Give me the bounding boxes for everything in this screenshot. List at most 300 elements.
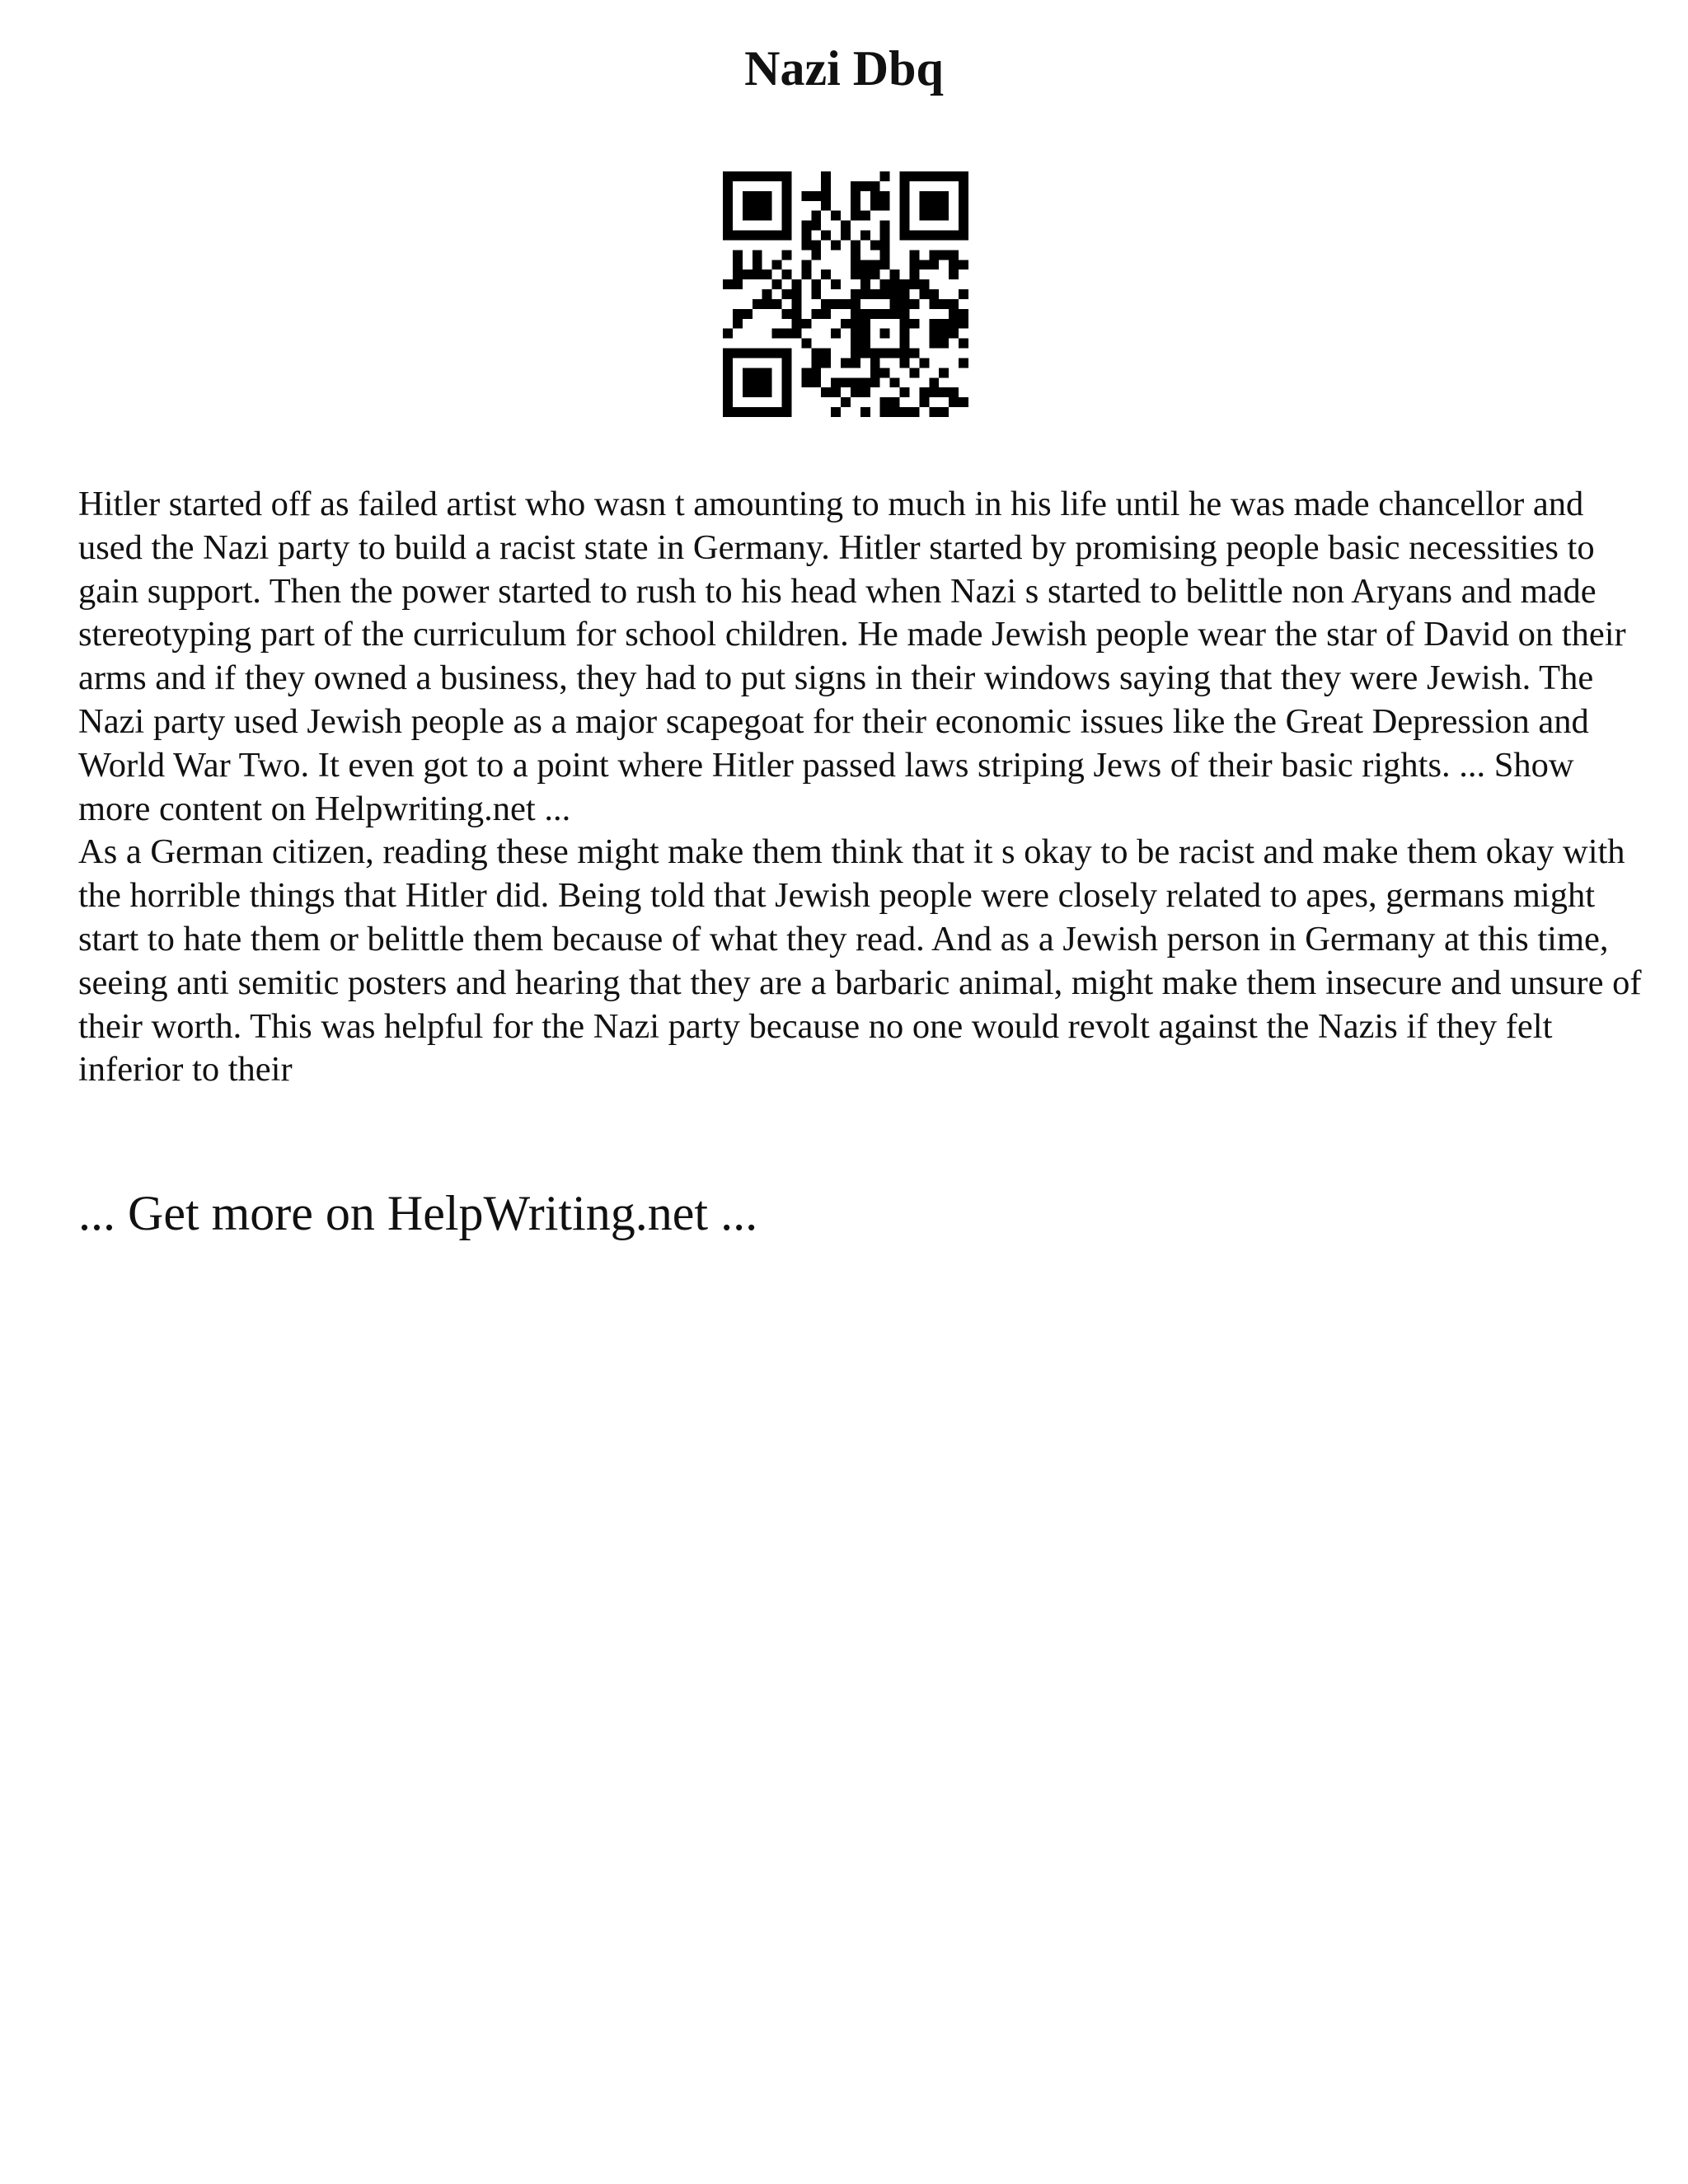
qr-module <box>939 329 949 339</box>
qr-module <box>801 339 811 349</box>
qr-module <box>782 289 792 299</box>
qr-module <box>753 171 762 181</box>
qr-module <box>870 358 880 368</box>
qr-module <box>831 387 841 397</box>
qr-module <box>919 358 929 368</box>
qr-module <box>939 191 949 201</box>
qr-module <box>949 319 959 329</box>
qr-module <box>959 339 968 349</box>
qr-module <box>860 211 870 221</box>
paragraph: As a German citizen, reading these might make them think that it s okay to be racist and make them okay with the horrible things that Hitler did. Being told that Jewish people were closely related to apes, germans might start to hate them or belittle them because of what they read. And as a Jewish person in Germany at this time, seeing anti semitic posters and hearing that they are a barbaric animal, might make them insecure and unsure of their worth. This was helpful for the Nazi party because no one would revolt against the Nazis if they felt inferior to their <box>78 832 1642 1090</box>
qr-module <box>762 299 772 309</box>
page-title: Nazi Dbq <box>744 41 944 96</box>
qr-module <box>919 231 929 241</box>
qr-module <box>909 250 919 260</box>
qr-module <box>860 260 870 269</box>
qr-module <box>743 211 753 221</box>
qr-module <box>782 407 792 417</box>
qr-module <box>723 211 733 221</box>
qr-module <box>841 299 851 309</box>
qr-module <box>900 309 910 319</box>
qr-module <box>753 211 762 221</box>
qr-module <box>753 407 762 417</box>
qr-module <box>870 289 880 299</box>
qr-module <box>929 289 939 299</box>
qr-module <box>900 221 910 231</box>
qr-module <box>909 319 919 329</box>
qr-module <box>762 368 772 377</box>
qr-module <box>782 309 792 319</box>
qr-module <box>851 181 860 191</box>
qr-module <box>723 279 733 289</box>
qr-module <box>723 329 733 339</box>
qr-module <box>841 319 851 329</box>
qr-module <box>782 201 792 211</box>
qr-module <box>791 329 801 339</box>
qr-module <box>900 407 910 417</box>
qr-module <box>811 211 821 221</box>
qr-module <box>959 221 968 231</box>
qr-module <box>733 269 743 279</box>
qr-module <box>890 377 900 387</box>
qr-module <box>870 201 880 211</box>
qr-module <box>851 339 860 349</box>
qr-module <box>949 387 959 397</box>
qr-module <box>900 339 910 349</box>
qr-module <box>811 191 821 201</box>
qr-module <box>929 201 939 211</box>
qr-module <box>743 269 753 279</box>
qr-module <box>723 221 733 231</box>
qr-module <box>851 211 860 221</box>
qr-module <box>782 387 792 397</box>
qr-module <box>821 299 831 309</box>
qr-module <box>782 368 792 377</box>
qr-module <box>753 250 762 260</box>
qr-module <box>851 201 860 211</box>
qr-module <box>811 289 821 299</box>
qr-module <box>733 309 743 319</box>
qr-module <box>860 289 870 299</box>
qr-module <box>821 309 831 319</box>
qr-module <box>949 309 959 319</box>
qr-module <box>772 171 782 181</box>
qr-module <box>791 309 801 319</box>
qr-module <box>870 181 880 191</box>
qr-module <box>811 250 821 260</box>
qr-module <box>791 319 801 329</box>
qr-module <box>772 260 782 269</box>
qr-module <box>762 211 772 221</box>
qr-module <box>791 289 801 299</box>
qr-module <box>909 171 919 181</box>
qr-module <box>762 377 772 387</box>
qr-module <box>811 240 821 250</box>
qr-module <box>860 269 870 279</box>
qr-module <box>880 349 890 359</box>
qr-module <box>762 191 772 201</box>
qr-module <box>909 368 919 377</box>
qr-module <box>841 358 851 368</box>
qr-module <box>782 397 792 407</box>
qr-module <box>860 279 870 289</box>
qr-module <box>939 250 949 260</box>
qr-module <box>900 349 910 359</box>
qr-module <box>900 358 910 368</box>
qr-module <box>939 387 949 397</box>
qr-module <box>851 377 860 387</box>
qr-module <box>811 221 821 231</box>
qr-module <box>890 279 900 289</box>
qr-module <box>831 299 841 309</box>
qr-module <box>762 201 772 211</box>
qr-module <box>900 171 910 181</box>
qr-module <box>890 269 900 279</box>
qr-module <box>900 201 910 211</box>
qr-module <box>919 201 929 211</box>
qr-module <box>890 289 900 299</box>
qr-module <box>782 358 792 368</box>
qr-module <box>860 377 870 387</box>
qr-module <box>753 349 762 359</box>
qr-module <box>860 407 870 417</box>
qr-module <box>753 377 762 387</box>
qr-module <box>723 407 733 417</box>
qr-module <box>821 201 831 211</box>
qr-module <box>772 231 782 241</box>
qr-module <box>919 289 929 299</box>
qr-module <box>880 279 890 289</box>
qr-module <box>929 407 939 417</box>
qr-module <box>870 260 880 269</box>
qr-module <box>782 329 792 339</box>
qr-module <box>939 231 949 241</box>
qr-module <box>723 171 733 181</box>
qr-module <box>929 329 939 339</box>
qr-module <box>851 349 860 359</box>
qr-module <box>929 250 939 260</box>
qr-module <box>753 387 762 397</box>
qr-module <box>723 349 733 359</box>
qr-module <box>860 319 870 329</box>
qr-module <box>733 279 743 289</box>
qr-module <box>723 201 733 211</box>
qr-module <box>801 319 811 329</box>
qr-module <box>870 368 880 377</box>
qr-code <box>723 171 968 417</box>
qr-module <box>900 279 910 289</box>
qr-module <box>831 279 841 289</box>
qr-module <box>900 191 910 201</box>
qr-module <box>782 377 792 387</box>
qr-module <box>851 387 860 397</box>
qr-module <box>733 349 743 359</box>
qr-module <box>811 349 821 359</box>
qr-module <box>723 231 733 241</box>
qr-module <box>772 279 782 289</box>
qr-module <box>753 269 762 279</box>
qr-module <box>900 329 910 339</box>
qr-module <box>929 339 939 349</box>
qr-module <box>860 309 870 319</box>
qr-module <box>733 250 743 260</box>
qr-module <box>949 260 959 269</box>
qr-module <box>733 171 743 181</box>
qr-module <box>841 377 851 387</box>
qr-module <box>723 191 733 201</box>
qr-module <box>831 407 841 417</box>
qr-module <box>939 319 949 329</box>
qr-module <box>959 191 968 201</box>
qr-module <box>831 377 841 387</box>
qr-module <box>743 387 753 397</box>
qr-module <box>772 349 782 359</box>
qr-module <box>753 201 762 211</box>
qr-module <box>880 368 890 377</box>
qr-module <box>949 329 959 339</box>
qr-module <box>939 299 949 309</box>
qr-module <box>880 201 890 211</box>
qr-module <box>919 211 929 221</box>
qr-code-graphic <box>723 171 968 417</box>
qr-module <box>939 171 949 181</box>
qr-module <box>909 299 919 309</box>
qr-module <box>851 319 860 329</box>
qr-module <box>782 231 792 241</box>
qr-module <box>880 260 890 269</box>
qr-module <box>753 191 762 201</box>
qr-module <box>860 329 870 339</box>
qr-module <box>929 191 939 201</box>
qr-module <box>880 407 890 417</box>
qr-module <box>890 299 900 309</box>
qr-module <box>841 221 851 231</box>
qr-module <box>801 269 811 279</box>
qr-module <box>959 211 968 221</box>
qr-module <box>811 309 821 319</box>
qr-module <box>959 231 968 241</box>
qr-module <box>782 269 792 279</box>
qr-module <box>801 368 811 377</box>
qr-module <box>782 211 792 221</box>
qr-module <box>909 260 919 269</box>
qr-module <box>851 191 860 201</box>
qr-module <box>733 319 743 329</box>
qr-module <box>772 329 782 339</box>
qr-module <box>860 181 870 191</box>
qr-module <box>831 329 841 339</box>
qr-module <box>929 387 939 397</box>
qr-module <box>801 191 811 201</box>
qr-module <box>900 231 910 241</box>
qr-module <box>919 387 929 397</box>
qr-module <box>949 171 959 181</box>
qr-module <box>743 191 753 201</box>
qr-module <box>909 269 919 279</box>
paragraph: Hitler started off as failed artist who wasn t amounting to much in his life until he was made chancellor and used the Nazi party to build a racist state in Germany. Hitler started by promising people basic necessities to gain support. Then the power started to rush to his head when Nazi s started to belittle non Aryans and made stereotyping part of the curriculum for school children. He made Jewish people wear the star of David on their arms and if they owned a business, they had to put signs in their windows saying that they were Jewish. The Nazi party used Jewish people as a major scapegoat for their economic issues like the Great Depression and World War Two. It even got to a point where Hitler passed laws striping Jews of their basic rights. ... Show more content on Helpwriting.net ... <box>78 485 1626 828</box>
qr-module <box>909 231 919 241</box>
qr-module <box>870 191 880 201</box>
qr-module <box>801 221 811 231</box>
qr-module <box>900 299 910 309</box>
qr-module <box>939 201 949 211</box>
qr-module <box>831 240 841 250</box>
qr-module <box>870 309 880 319</box>
qr-module <box>782 221 792 231</box>
qr-module <box>860 387 870 397</box>
qr-module <box>791 299 801 309</box>
qr-module <box>919 279 929 289</box>
qr-module <box>762 269 772 279</box>
qr-module <box>762 171 772 181</box>
qr-module <box>791 279 801 289</box>
qr-module <box>801 260 811 269</box>
qr-module <box>753 231 762 241</box>
qr-module <box>959 358 968 368</box>
qr-module <box>900 181 910 191</box>
qr-module <box>870 269 880 279</box>
qr-module <box>959 181 968 191</box>
qr-module <box>733 407 743 417</box>
qr-module <box>821 349 831 359</box>
qr-module <box>821 387 831 397</box>
qr-module <box>939 339 949 349</box>
qr-module <box>919 260 929 269</box>
qr-module <box>870 349 880 359</box>
qr-module <box>890 397 900 407</box>
qr-module <box>723 181 733 191</box>
qr-module <box>909 407 919 417</box>
qr-module <box>900 289 910 299</box>
qr-module <box>860 339 870 349</box>
qr-module <box>959 309 968 319</box>
qr-module <box>743 201 753 211</box>
qr-module <box>851 269 860 279</box>
qr-module <box>929 171 939 181</box>
qr-module <box>860 349 870 359</box>
qr-module <box>909 279 919 289</box>
qr-module <box>821 269 831 279</box>
qr-module <box>723 358 733 368</box>
qr-module <box>723 397 733 407</box>
qr-module <box>880 240 890 250</box>
qr-module <box>880 171 890 181</box>
qr-module <box>782 171 792 181</box>
qr-module <box>811 377 821 387</box>
qr-module <box>851 289 860 299</box>
qr-module <box>762 289 772 299</box>
qr-module <box>880 329 890 339</box>
qr-module <box>880 221 890 231</box>
qr-module <box>733 260 743 269</box>
qr-module <box>821 358 831 368</box>
qr-module <box>841 231 851 241</box>
qr-module <box>880 289 890 299</box>
qr-module <box>959 171 968 181</box>
qr-module <box>949 299 959 309</box>
qr-module <box>880 309 890 319</box>
qr-module <box>939 368 949 377</box>
qr-module <box>851 260 860 269</box>
qr-module <box>959 260 968 269</box>
qr-module <box>929 377 939 387</box>
qr-module <box>743 309 753 319</box>
qr-module <box>753 368 762 377</box>
qr-module <box>743 231 753 241</box>
qr-module <box>880 231 890 241</box>
qr-module <box>890 309 900 319</box>
qr-module <box>949 397 959 407</box>
qr-module <box>782 191 792 201</box>
qr-module <box>753 299 762 309</box>
qr-module <box>782 250 792 260</box>
article-body <box>78 483 1644 1092</box>
qr-module <box>851 240 860 250</box>
qr-module <box>870 240 880 250</box>
qr-module <box>900 387 910 397</box>
get-more-link[interactable]: ... Get more on HelpWriting.net ... <box>78 1186 758 1240</box>
qr-module <box>831 211 841 221</box>
qr-module <box>723 368 733 377</box>
qr-module <box>929 260 939 269</box>
qr-module <box>851 299 860 309</box>
qr-module <box>821 181 831 191</box>
qr-module <box>929 211 939 221</box>
qr-module <box>959 319 968 329</box>
qr-module <box>811 358 821 368</box>
qr-module <box>723 377 733 387</box>
qr-module <box>929 231 939 241</box>
qr-module <box>811 368 821 377</box>
qr-module <box>939 211 949 221</box>
qr-module <box>919 397 929 407</box>
qr-module <box>860 231 870 241</box>
qr-module <box>949 269 959 279</box>
qr-module <box>900 211 910 221</box>
qr-module <box>890 349 900 359</box>
qr-module <box>949 231 959 241</box>
qr-module <box>880 191 890 201</box>
qr-module <box>919 171 929 181</box>
qr-module <box>959 289 968 299</box>
qr-module <box>949 250 959 260</box>
qr-module <box>870 377 880 387</box>
qr-module <box>851 358 860 368</box>
qr-module <box>762 231 772 241</box>
qr-module <box>743 171 753 181</box>
qr-module <box>841 397 851 407</box>
qr-module <box>929 319 939 329</box>
qr-module <box>939 407 949 417</box>
qr-module <box>959 201 968 211</box>
qr-module <box>959 397 968 407</box>
qr-module <box>851 329 860 339</box>
qr-module <box>743 349 753 359</box>
qr-module <box>821 171 831 181</box>
qr-module <box>772 407 782 417</box>
qr-module <box>743 377 753 387</box>
qr-module <box>900 319 910 329</box>
qr-module <box>733 231 743 241</box>
qr-module <box>743 407 753 417</box>
qr-module <box>909 349 919 359</box>
qr-module <box>782 349 792 359</box>
qr-module <box>890 407 900 417</box>
qr-module <box>762 349 772 359</box>
qr-module <box>801 240 811 250</box>
qr-module <box>821 231 831 241</box>
qr-module <box>762 387 772 397</box>
